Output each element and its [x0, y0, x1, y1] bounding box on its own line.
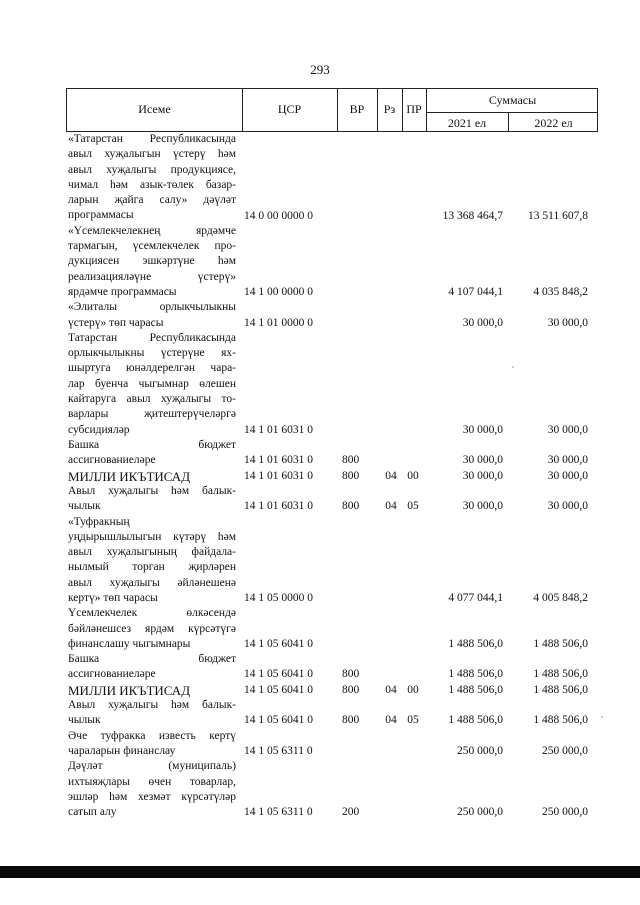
header-rz: Рз: [383, 102, 396, 116]
row-name-line: «Татарстан Республикасында: [68, 133, 236, 145]
row-amount-2021: 1 488 506,0: [448, 714, 503, 727]
row-amount-2021: 1 488 506,0: [448, 668, 503, 681]
row-name-line: кайтаруга авыл хуҗалыгы то-: [68, 393, 236, 406]
row-pr: 05: [407, 714, 419, 727]
row-name: [68, 300, 236, 331]
row-csr: 14 1 05 6041 0: [244, 637, 313, 650]
row-name-line: «Элиталы орлыкчылыкны: [68, 301, 236, 314]
row-csr: 14 1 00 0000 0: [244, 285, 313, 298]
row-name-line: реализацияләүне үстерү»: [68, 270, 236, 283]
row-csr: 14 1 05 6311 0: [244, 806, 313, 819]
row-vr: 800: [342, 500, 360, 513]
table-row: [66, 300, 598, 331]
row-name-line: авыл хуҗалыгының файдала-: [68, 546, 236, 559]
row-name-line: чылык: [68, 714, 101, 727]
row-name: [68, 606, 236, 652]
row-name: [68, 224, 236, 300]
row-vr: 800: [342, 714, 360, 727]
row-amount-2022: 30 000,0: [547, 423, 588, 436]
row-vr: 800: [342, 668, 360, 681]
row-name: [68, 438, 236, 469]
table-row: [66, 606, 598, 652]
scan-speck: [601, 716, 603, 718]
row-amount-2022: 250 000,0: [542, 744, 588, 757]
row-vr: 800: [342, 454, 360, 467]
table-header: [66, 88, 598, 132]
row-name-line: эшләр һәм хезмәт күрсәтүләр: [68, 790, 236, 803]
row-name: [68, 652, 236, 683]
row-name-line: ассигнованиеләре: [68, 454, 156, 467]
row-amount-2021: 30 000,0: [462, 423, 503, 436]
row-name-line: Үсемлекчелек өлкәсендә: [68, 607, 236, 620]
row-pr: 05: [407, 500, 419, 513]
row-amount-2021: 30 000,0: [462, 500, 503, 513]
row-name-line: авыл хуҗалыгын үстерү һәм: [68, 148, 236, 161]
row-pr: 00: [407, 683, 419, 696]
row-name-line: варлары җитештерүчеләргә: [68, 408, 236, 421]
row-csr: 14 1 01 6031 0: [244, 423, 313, 436]
row-amount-2021: 4 107 044,1: [448, 285, 503, 298]
row-name: [68, 331, 236, 438]
table-row: [66, 438, 598, 469]
row-csr: 14 0 00 0000 0: [244, 209, 313, 222]
row-amount-2021: 30 000,0: [462, 454, 503, 467]
row-amount-2022: 1 488 506,0: [533, 668, 588, 681]
row-name-line: кертү» төп чарасы: [68, 591, 158, 604]
table-row: [66, 683, 598, 698]
row-pr: 00: [407, 469, 419, 482]
row-name-line: чараларын финанслау: [68, 744, 176, 757]
row-name-line: авыл хуҗалыгы әйләнешенә: [68, 576, 236, 589]
page-number: 293: [310, 62, 330, 77]
row-csr: 14 1 05 6041 0: [244, 668, 313, 681]
row-amount-2022: 1 488 506,0: [533, 683, 588, 696]
row-name-line: субсидияләр: [68, 423, 130, 436]
table-row: [66, 484, 598, 515]
row-name-line: финанслашу чыгымнары: [68, 637, 191, 650]
row-amount-2022: 250 000,0: [542, 806, 588, 819]
row-vr: 800: [342, 683, 360, 696]
row-name-line: Дәүләт (муниципаль): [68, 760, 236, 773]
row-csr: 14 1 05 0000 0: [244, 592, 313, 604]
row-name: [68, 469, 236, 484]
table-row: [66, 729, 598, 760]
row-csr: 14 1 05 6311 0: [244, 744, 313, 757]
row-name-line: ассигнованиеләре: [68, 668, 156, 681]
row-name-line: чылык: [68, 500, 101, 513]
row-amount-2021: 13 368 464,7: [442, 209, 503, 222]
row-name: [68, 698, 236, 729]
row-name-line: бәйләнешсез ярдәм күрсәтүгә: [68, 622, 236, 635]
row-amount-2021: 250 000,0: [457, 806, 503, 819]
row-name-line: «Үсемлекчелекнең ярдәмче: [68, 224, 236, 237]
row-name-line: орлыкчылыкны үстерүне ях-: [68, 347, 236, 360]
row-name-line: сатып алу: [68, 806, 117, 819]
row-amount-2022: 30 000,0: [547, 469, 588, 482]
row-name: [68, 759, 236, 820]
header-pr: ПР: [406, 102, 422, 116]
budget-table: [66, 88, 598, 819]
row-name-line: чимал һәм азык-төлек базар-: [68, 178, 236, 191]
scan-bottom-edge: [0, 866, 640, 878]
row-csr: 14 1 01 6031 0: [244, 469, 313, 482]
table-row: [66, 652, 598, 683]
header-year-2022: 2022 ел: [534, 116, 573, 130]
row-amount-2021: 4 077 044,1: [448, 592, 503, 604]
row-amount-2022: 1 488 506,0: [533, 637, 588, 650]
row-name-line: Башка бюджет: [68, 439, 236, 451]
row-name: [68, 683, 236, 698]
row-name-line: МИЛЛИ ИКЪТИСАД: [68, 682, 191, 698]
row-name-line: Авыл хуҗалыгы һәм балык-: [68, 699, 236, 712]
row-name-line: Әче туфракка известь кертү: [68, 729, 236, 742]
header-vr: ВР: [349, 102, 365, 116]
row-csr: 14 1 05 6041 0: [244, 714, 313, 727]
row-rz: 04: [385, 469, 397, 482]
row-amount-2022: 30 000,0: [547, 316, 588, 329]
row-name-line: шыртуга юнәлдерелгән чара-: [68, 362, 236, 375]
row-amount-2022: 30 000,0: [547, 500, 588, 513]
table-row: [66, 759, 598, 820]
header-sums: Суммасы: [488, 93, 537, 107]
row-amount-2021: 30 000,0: [462, 316, 503, 329]
row-name-line: нылмый торган җирләрен: [68, 561, 236, 574]
row-rz: 04: [385, 714, 397, 727]
row-amount-2021: 1 488 506,0: [448, 683, 503, 696]
row-name-line: дукциясен эшкәртүне һәм: [68, 255, 236, 268]
row-name: [68, 484, 236, 515]
table-row: [66, 469, 598, 484]
table-row: [66, 132, 598, 224]
row-amount-2022: 4 005 848,2: [533, 592, 588, 604]
row-name-line: ярдәмче программасы: [68, 285, 177, 298]
header-divider: [426, 112, 597, 113]
scan-speck: [512, 366, 514, 368]
row-name: [68, 729, 236, 760]
row-rz: 04: [385, 683, 397, 696]
row-name-line: үстерү» төп чарасы: [68, 316, 164, 329]
row-amount-2022: 1 488 506,0: [533, 714, 588, 727]
row-name-line: МИЛЛИ ИКЪТИСАД: [68, 468, 191, 484]
row-amount-2021: 1 488 506,0: [448, 637, 503, 650]
row-name-line: Башка бюджет: [68, 653, 236, 666]
row-csr: 14 1 01 6031 0: [244, 500, 313, 513]
row-amount-2021: 250 000,0: [457, 744, 503, 757]
table-row: [66, 515, 598, 607]
row-vr: 200: [342, 806, 360, 819]
row-amount-2022: 13 511 607,8: [528, 209, 588, 222]
row-name: [68, 132, 236, 224]
row-rz: 04: [385, 500, 397, 513]
table-row: [66, 331, 598, 438]
row-csr: 14 1 05 6041 0: [244, 683, 313, 696]
row-name: [68, 515, 236, 607]
row-amount-2022: 4 035 848,2: [533, 285, 588, 298]
row-name-line: уңдырышлылыгын күтәрү һәм: [68, 530, 236, 543]
row-name-line: Авыл хуҗалыгы һәм балык-: [68, 484, 236, 497]
row-amount-2021: 30 000,0: [462, 469, 503, 482]
row-name-line: ихтыяҗлары өчен товарлар,: [68, 775, 236, 788]
row-name-line: программасы: [68, 209, 134, 222]
row-name-line: тармагын, үсемлекчелек про-: [68, 240, 236, 253]
row-csr: 14 1 01 6031 0: [244, 454, 313, 467]
row-name-line: лар буенча чыгымнар өлешен: [68, 377, 236, 390]
table-row: [66, 698, 598, 729]
row-name-line: авыл хуҗалыгы продукциясе,: [68, 163, 236, 176]
header-csr: ЦСР: [277, 102, 302, 116]
row-name-line: «Туфракның: [68, 515, 130, 528]
row-name-line: ларын җайга салу» дәүләт: [68, 194, 236, 207]
row-amount-2022: 30 000,0: [547, 454, 588, 467]
row-csr: 14 1 01 0000 0: [244, 316, 313, 329]
row-name-line: Татарстан Республикасында: [68, 331, 236, 344]
header-year-2021: 2021 ел: [447, 116, 487, 130]
table-row: [66, 224, 598, 301]
header-name: Исеме: [138, 102, 171, 116]
row-vr: 800: [342, 469, 360, 482]
